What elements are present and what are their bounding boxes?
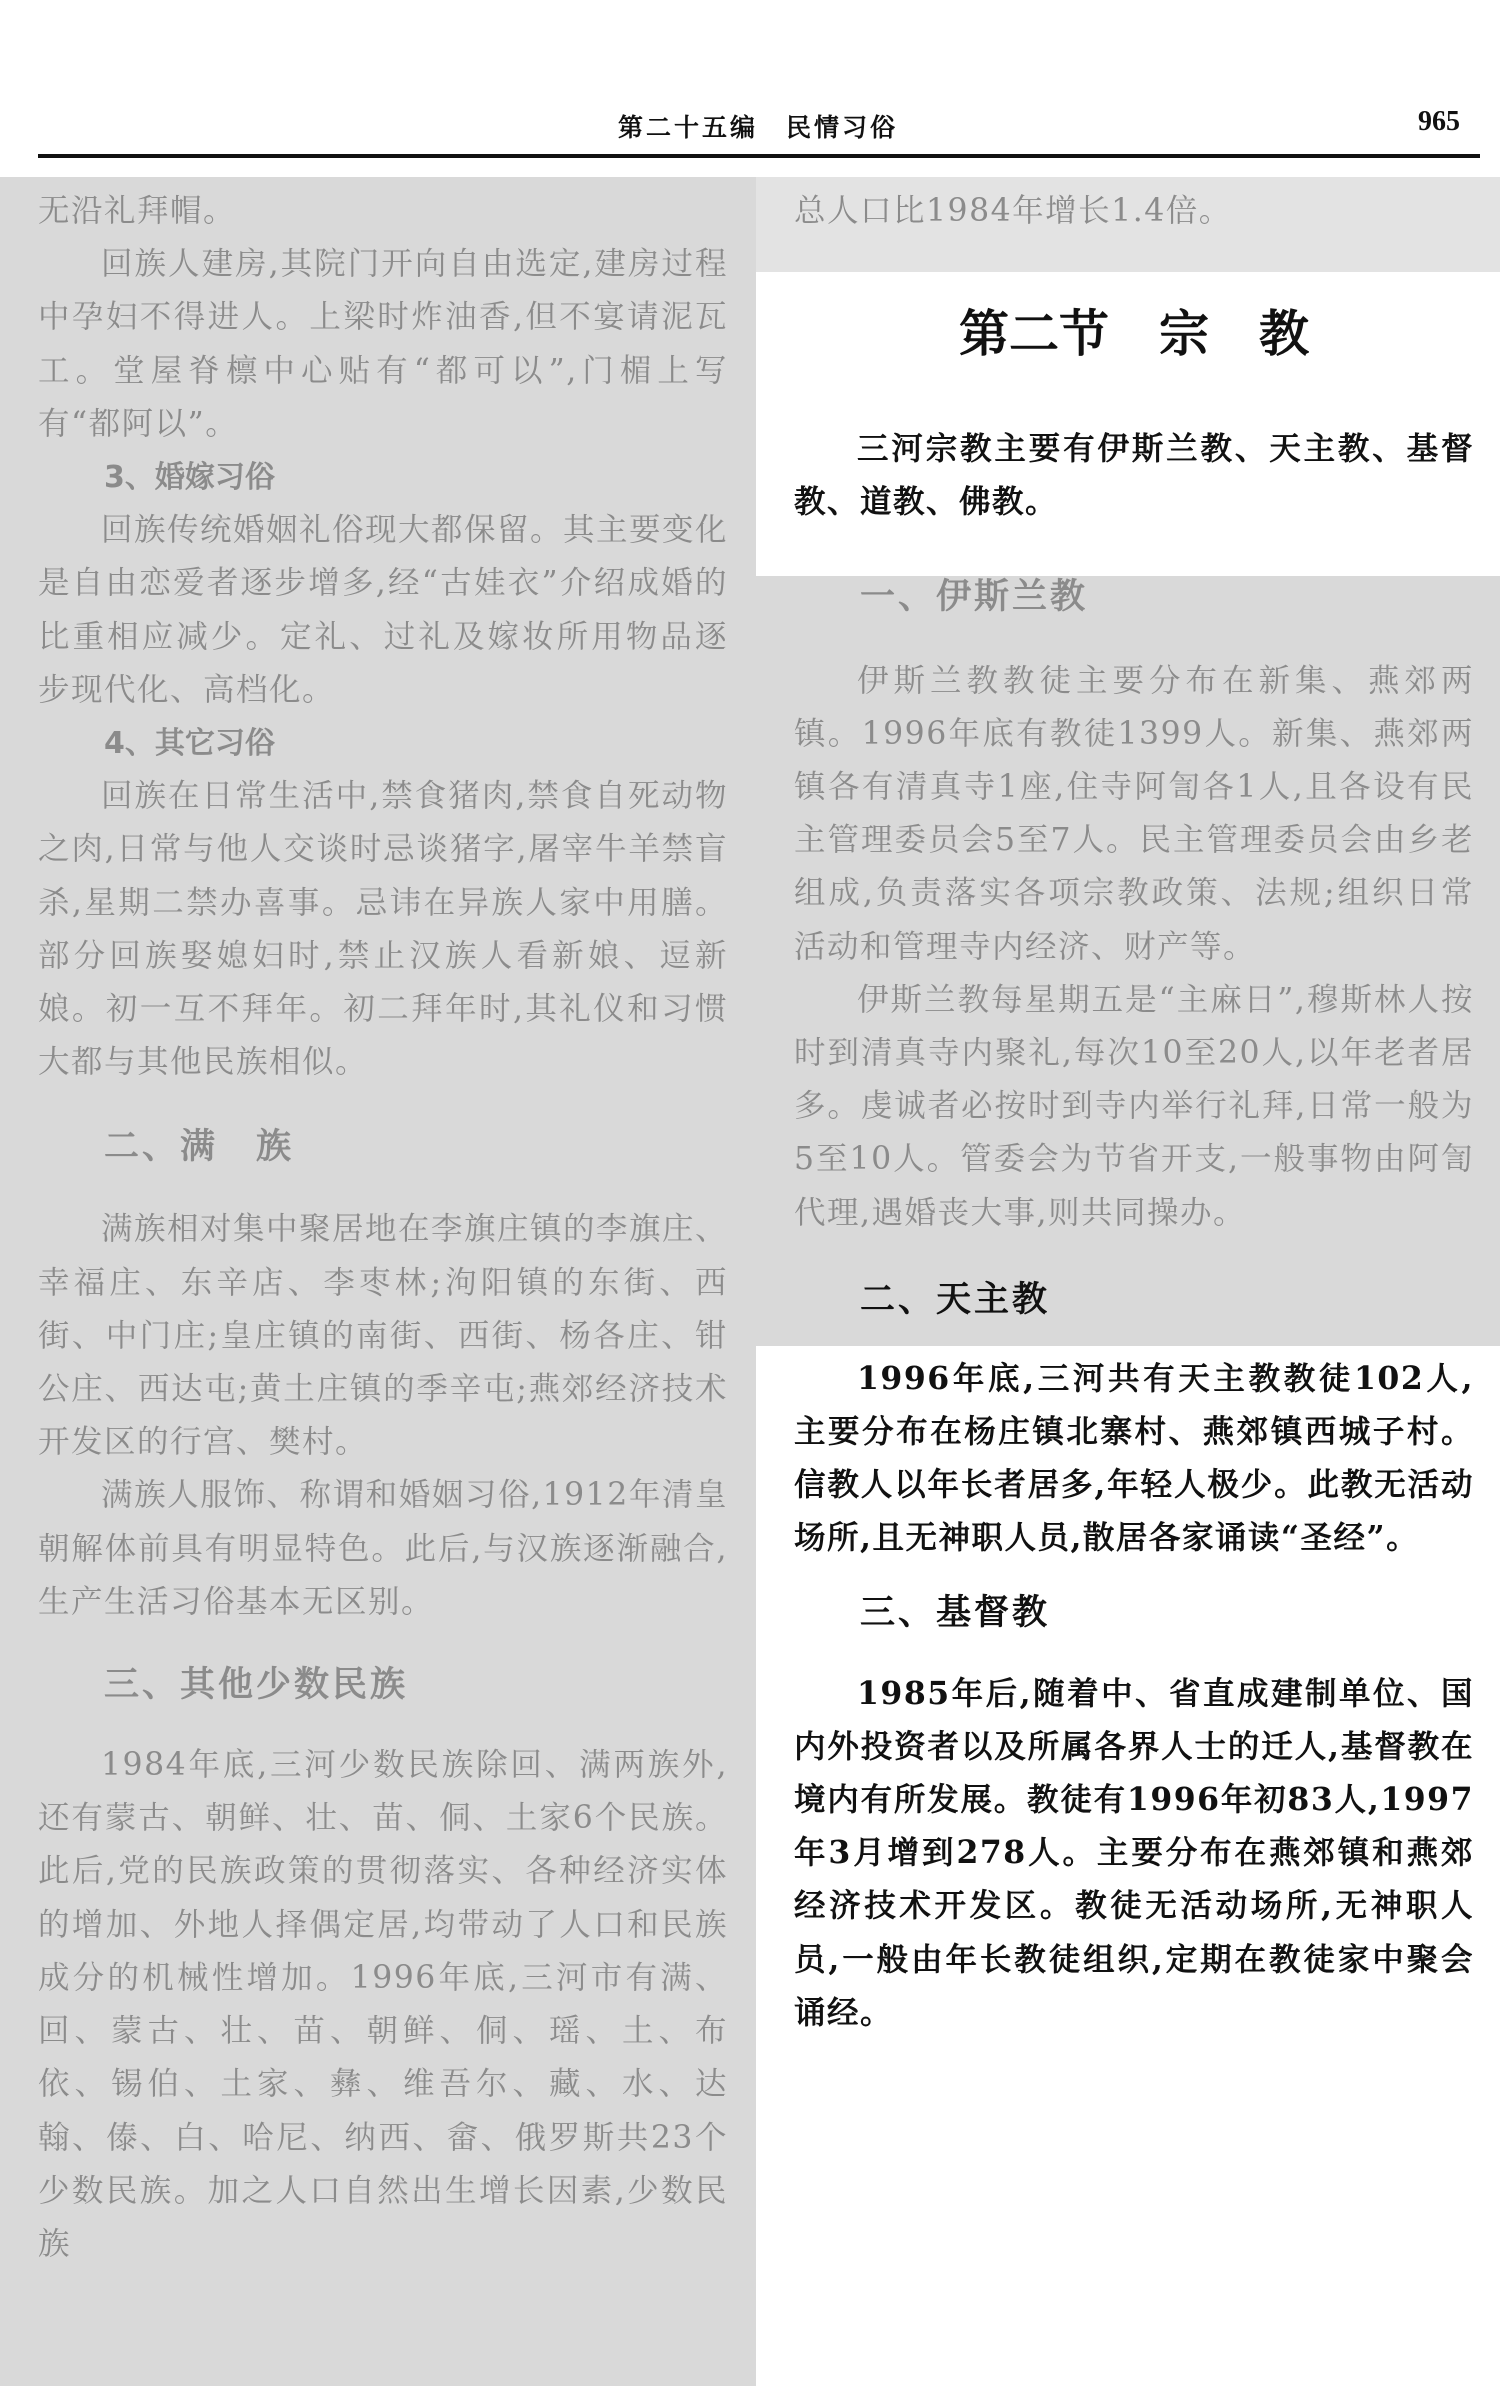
paragraph: 总人口比1984年增长1.4倍。: [794, 193, 1232, 229]
paragraph: 无沿礼拜帽。: [38, 193, 237, 229]
section-heading-other-minorities: 三、其他少数民族: [104, 1665, 409, 1706]
paragraph: 回族人建房,其院门开向自由选定,建房过程中孕妇不得进人。上梁时炸油香,但不宴请泥瓦工。堂屋脊檩中心贴有“都可以”,门楣上写有“都阿以”。: [38, 246, 728, 442]
section-heading-islam: 一、伊斯兰教: [860, 576, 1089, 617]
paragraph: 回族在日常生活中,禁食猪肉,禁食自死动物之肉,日常与他人交谈时忌谈猪字,屠宰牛羊禁盲杀,星期二禁办喜事。忌讳在异族人家中用膳。部分回族娶媳妇时,禁止汉族人看新娘、逗新娘。初一互不拜年。初二拜年时,其礼仪和习惯大都与其他民族相似。: [38, 778, 728, 1081]
page-number: 965: [1418, 106, 1460, 137]
paragraph: 1984年底,三河少数民族除回、满两族外,还有蒙古、朝鲜、壮、苗、侗、土家6个民族。此后,党的民族政策的贯彻落实、各种经济实体的增加、外地人择偶定居,均带动了人口和民族成分的机械性增加。1996年底,三河市有满、回、蒙古、壮、苗、朝鲜、侗、瑶、土、布依、锡伯、土家、彝、维吾尔、藏、水、达翰、傣、白、哈尼、纳西、畲、俄罗斯共23个少数民族。加之人口自然出生增长因素,少数民族: [38, 1747, 728, 2262]
subheading-marriage: 3、婚嫁习俗: [104, 460, 275, 496]
subheading-other-customs: 4、其它习俗: [104, 726, 275, 762]
right-column: [794, 185, 1474, 2039]
paragraph: 1996年底,三河共有天主教教徒102人,主要分布在杨庄镇北寨村、燕郊镇西城子村。信教人以年长者居多,年轻人极少。此教无活动场所,且无神职人员,散居各家诵读“圣经”。: [794, 1359, 1474, 1557]
paragraph: 满族人服饰、称谓和婚姻习俗,1912年清皇朝解体前具有明显特色。此后,与汉族逐渐融合,生产生活习俗基本无区别。: [38, 1477, 728, 1620]
page-header: [38, 0, 1480, 157]
intro-paragraph: 三河宗教主要有伊斯兰教、天主教、基督教、道教、佛教。: [794, 430, 1474, 521]
paragraph: 1985年后,随着中、省直成建制单位、国内外投资者以及所属各界人士的迁人,基督教在境内有所发展。教徒有1996年初83人,1997年3月增到278人。主要分布在燕郊镇和燕郊经济技术开发区。教徒无活动场所,无神职人员,一般由年长教徒组织,定期在教徒家中聚会诵经。: [794, 1674, 1474, 2031]
paragraph: 回族传统婚姻礼俗现大都保留。其主要变化是自由恋爱者逐步增多,经“古娃衣”介绍成婚的比重相应减少。定礼、过礼及嫁妆所用物品逐步现代化、高档化。: [38, 512, 729, 708]
section-heading-manchu: 二、满 族: [104, 1127, 295, 1168]
running-title: 第二十五编 民情习俗: [618, 113, 899, 142]
header-rule: [38, 154, 1480, 158]
section-heading-christian: 三、基督教: [860, 1592, 1051, 1633]
paragraph: 满族相对集中聚居地在李旗庄镇的李旗庄、幸福庄、东辛店、李枣林;泃阳镇的东街、西街、中门庄;皇庄镇的南街、西街、杨各庄、钳公庄、西达屯;黄土庄镇的季辛屯;燕郊经济技术开发区的行宫、樊村。: [38, 1211, 729, 1461]
section-heading-catholic: 二、天主教: [860, 1279, 1051, 1320]
paragraph: 伊斯兰教教徒主要分布在新集、燕郊两镇。1996年底有教徒1399人。新集、燕郊两镇各有清真寺1座,住寺阿訇各1人,且各设有民主管理委员会5至7人。民主管理委员会由乡老组成,负责落实各项宗教政策、法规;组织日常活动和管理寺内经济、财产等。: [794, 662, 1474, 965]
chapter-title: 第二节 宗 教: [959, 305, 1309, 364]
paragraph: 伊斯兰教每星期五是“主麻日”,穆斯林人按时到清真寺内聚礼,每次10至20人,以年老者居多。虔诚者必按时到寺内举行礼拜,日常一般为5至10人。管委会为节省开支,一般事物由阿訇代理,遇婚丧大事,则共同操办。: [794, 981, 1474, 1231]
left-column: [38, 185, 728, 2271]
